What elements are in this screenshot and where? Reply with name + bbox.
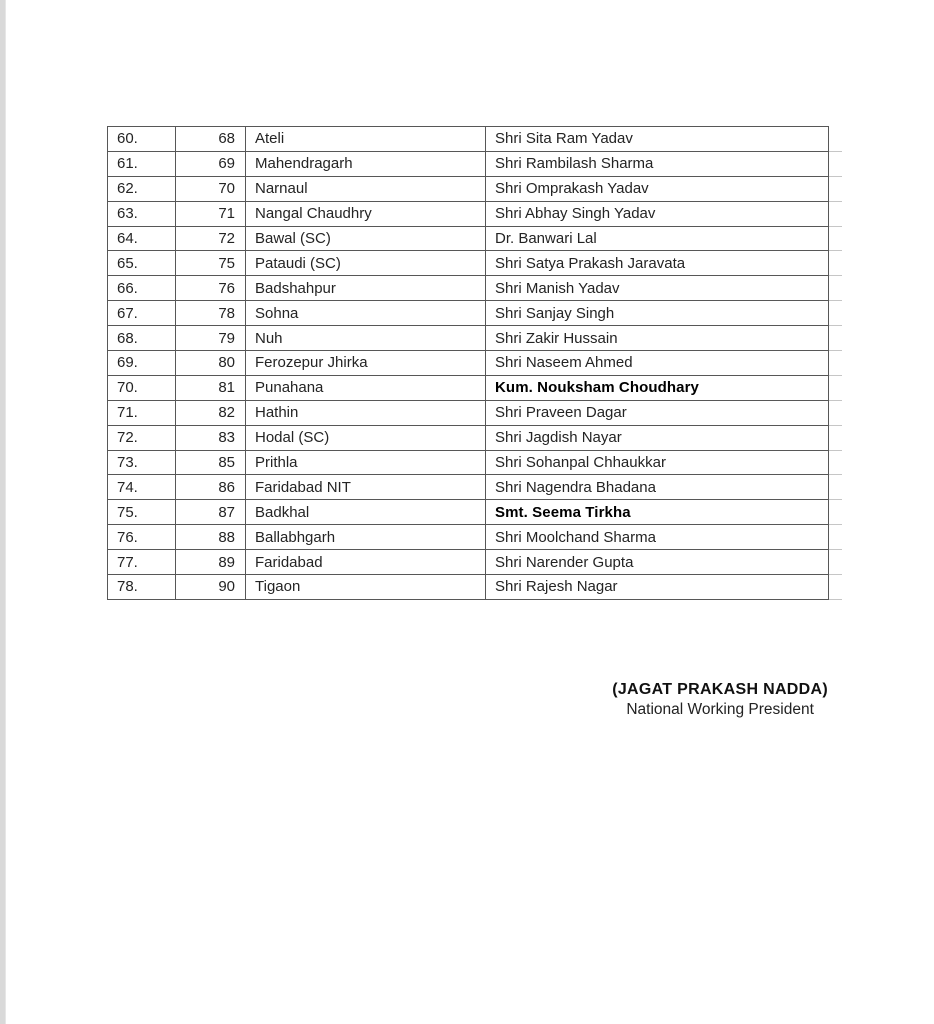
candidate-name-cell: Shri Zakir Hussain — [486, 326, 829, 351]
constituency-number-cell: 90 — [176, 575, 246, 600]
serial-number-cell: 73. — [108, 450, 176, 475]
constituency-number-cell: 88 — [176, 525, 246, 550]
candidate-name-cell: Shri Satya Prakash Jaravata — [486, 251, 829, 276]
constituency-number-cell: 80 — [176, 351, 246, 376]
candidate-name-cell: Shri Praveen Dagar — [486, 400, 829, 425]
table-row — [108, 351, 829, 376]
constituency-name-cell: Ferozepur Jhirka — [246, 351, 486, 376]
serial-number-cell: 64. — [108, 226, 176, 251]
serial-number-cell: 69. — [108, 351, 176, 376]
candidate-name-cell: Shri Narender Gupta — [486, 550, 829, 575]
constituency-name-cell: Hodal (SC) — [246, 425, 486, 450]
serial-number-cell: 78. — [108, 575, 176, 600]
table-row — [108, 251, 829, 276]
candidate-name-cell: Shri Jagdish Nayar — [486, 425, 829, 450]
candidate-name-cell: Shri Nagendra Bhadana — [486, 475, 829, 500]
constituency-name-cell: Narnaul — [246, 176, 486, 201]
constituency-name-cell: Tigaon — [246, 575, 486, 600]
constituency-number-cell: 70 — [176, 176, 246, 201]
constituency-number-cell: 89 — [176, 550, 246, 575]
constituency-name-cell: Bawal (SC) — [246, 226, 486, 251]
constituency-name-cell: Badkhal — [246, 500, 486, 525]
candidate-name-cell: Shri Sohanpal Chhaukkar — [486, 450, 829, 475]
constituency-name-cell: Ballabhgarh — [246, 525, 486, 550]
signatory-name: (JAGAT PRAKASH NADDA) — [612, 681, 828, 698]
constituency-number-cell: 79 — [176, 326, 246, 351]
candidate-name-cell: Shri Naseem Ahmed — [486, 351, 829, 376]
table-row — [108, 326, 829, 351]
table-row — [108, 450, 829, 475]
table-row — [108, 276, 829, 301]
serial-number-cell: 66. — [108, 276, 176, 301]
candidate-name-cell: Kum. Nouksham Choudhary — [486, 375, 829, 400]
candidate-name-cell: Shri Rambilash Sharma — [486, 151, 829, 176]
serial-number-cell: 67. — [108, 301, 176, 326]
serial-number-cell: 74. — [108, 475, 176, 500]
serial-number-cell: 70. — [108, 375, 176, 400]
table-row — [108, 176, 829, 201]
candidate-name-cell: Shri Abhay Singh Yadav — [486, 201, 829, 226]
candidate-table-body — [108, 127, 829, 600]
serial-number-cell: 63. — [108, 201, 176, 226]
serial-number-cell: 65. — [108, 251, 176, 276]
constituency-number-cell: 87 — [176, 500, 246, 525]
scan-edge-artifact — [0, 0, 6, 1024]
constituency-name-cell: Nangal Chaudhry — [246, 201, 486, 226]
constituency-name-cell: Ateli — [246, 127, 486, 152]
table-row — [108, 525, 829, 550]
constituency-number-cell: 83 — [176, 425, 246, 450]
table-row — [108, 425, 829, 450]
table-row — [108, 127, 829, 152]
candidate-name-cell: Shri Moolchand Sharma — [486, 525, 829, 550]
serial-number-cell: 77. — [108, 550, 176, 575]
constituency-number-cell: 68 — [176, 127, 246, 152]
table-row — [108, 550, 829, 575]
constituency-name-cell: Faridabad NIT — [246, 475, 486, 500]
candidate-name-cell: Smt. Seema Tirkha — [486, 500, 829, 525]
serial-number-cell: 76. — [108, 525, 176, 550]
serial-number-cell: 62. — [108, 176, 176, 201]
serial-number-cell: 61. — [108, 151, 176, 176]
table-row — [108, 375, 829, 400]
constituency-name-cell: Hathin — [246, 400, 486, 425]
constituency-number-cell: 76 — [176, 276, 246, 301]
constituency-number-cell: 86 — [176, 475, 246, 500]
constituency-name-cell: Sohna — [246, 301, 486, 326]
constituency-name-cell: Punahana — [246, 375, 486, 400]
candidate-name-cell: Shri Sanjay Singh — [486, 301, 829, 326]
serial-number-cell: 68. — [108, 326, 176, 351]
constituency-number-cell: 78 — [176, 301, 246, 326]
serial-number-cell: 72. — [108, 425, 176, 450]
constituency-name-cell: Badshahpur — [246, 276, 486, 301]
table-row — [108, 151, 829, 176]
constituency-number-cell: 72 — [176, 226, 246, 251]
constituency-number-cell: 75 — [176, 251, 246, 276]
table-row — [108, 475, 829, 500]
candidate-list-table — [107, 126, 829, 600]
serial-number-cell: 71. — [108, 400, 176, 425]
table-row — [108, 400, 829, 425]
candidate-name-cell: Shri Omprakash Yadav — [486, 176, 829, 201]
signatory-title: National Working President — [626, 701, 814, 718]
table-row — [108, 201, 829, 226]
constituency-number-cell: 82 — [176, 400, 246, 425]
constituency-name-cell: Nuh — [246, 326, 486, 351]
constituency-name-cell: Faridabad — [246, 550, 486, 575]
table-row — [108, 575, 829, 600]
constituency-number-cell: 85 — [176, 450, 246, 475]
candidate-name-cell: Shri Manish Yadav — [486, 276, 829, 301]
constituency-name-cell: Mahendragarh — [246, 151, 486, 176]
constituency-name-cell: Prithla — [246, 450, 486, 475]
candidate-name-cell: Shri Rajesh Nagar — [486, 575, 829, 600]
table-row — [108, 226, 829, 251]
constituency-number-cell: 81 — [176, 375, 246, 400]
candidate-name-cell: Shri Sita Ram Yadav — [486, 127, 829, 152]
serial-number-cell: 75. — [108, 500, 176, 525]
candidate-name-cell: Dr. Banwari Lal — [486, 226, 829, 251]
constituency-number-cell: 69 — [176, 151, 246, 176]
constituency-name-cell: Pataudi (SC) — [246, 251, 486, 276]
table-row — [108, 301, 829, 326]
signature-block — [612, 681, 828, 718]
constituency-number-cell: 71 — [176, 201, 246, 226]
table-row — [108, 500, 829, 525]
serial-number-cell: 60. — [108, 127, 176, 152]
